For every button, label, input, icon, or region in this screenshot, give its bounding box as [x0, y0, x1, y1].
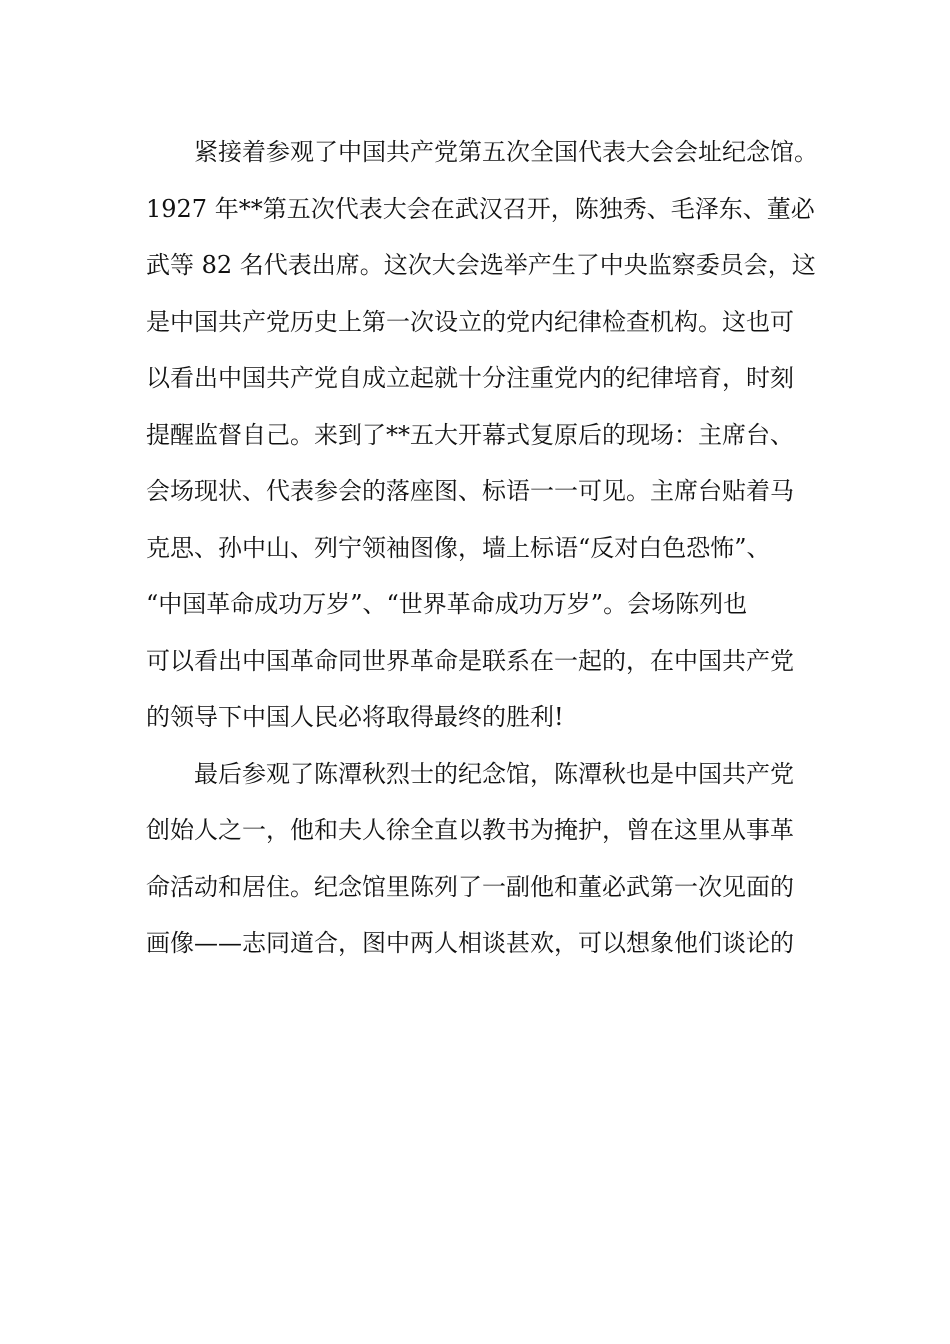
text-line: 是中国共产党历史上第一次设立的党内纪律检查机构。这也可 [146, 307, 794, 336]
body-text [146, 128, 818, 976]
text-line: 克思、孙中山、列宁领袖图像，墙上标语“反对白色恐怖”、 [146, 533, 771, 562]
text-line: 以看出中国共产党自成立起就十分注重党内的纪律培育，时刻 [146, 364, 794, 392]
text-line: 命活动和居住。纪念馆里陈列了一副他和董必武第一次见面的 [146, 872, 794, 901]
text-line: 1927 年**第五次代表大会在武汉召开，陈独秀、毛泽东、董必 [146, 194, 815, 223]
text-line: “中国革命成功万岁”、“世界革命成功万岁”。会场陈列也 [146, 590, 748, 618]
text-line: 武等 82 名代表出席。这次大会选举产生了中央监察委员会，这 [146, 251, 816, 279]
text-line: 最后参观了陈潭秋烈士的纪念馆，陈潭秋也是中国共产党 [194, 759, 794, 788]
text-line: 画像——志同道合，图中两人相谈甚欢，可以想象他们谈论的 [146, 929, 794, 957]
text-line: 会场现状、代表参会的落座图、标语一一可见。主席台贴着马 [146, 477, 794, 505]
text-line: 可以看出中国革命同世界革命是联系在一起的，在中国共产党 [146, 646, 794, 675]
text-line: 创始人之一，他和夫人徐全直以教书为掩护，曾在这里从事革 [146, 816, 794, 844]
text-line: 紧接着参观了中国共产党第五次全国代表大会会址纪念馆。 [194, 138, 818, 166]
text-line: 的领导下中国人民必将取得最终的胜利! [146, 703, 564, 731]
text-line: 提醒监督自己。来到了**五大开幕式复原后的现场：主席台、 [146, 420, 794, 449]
